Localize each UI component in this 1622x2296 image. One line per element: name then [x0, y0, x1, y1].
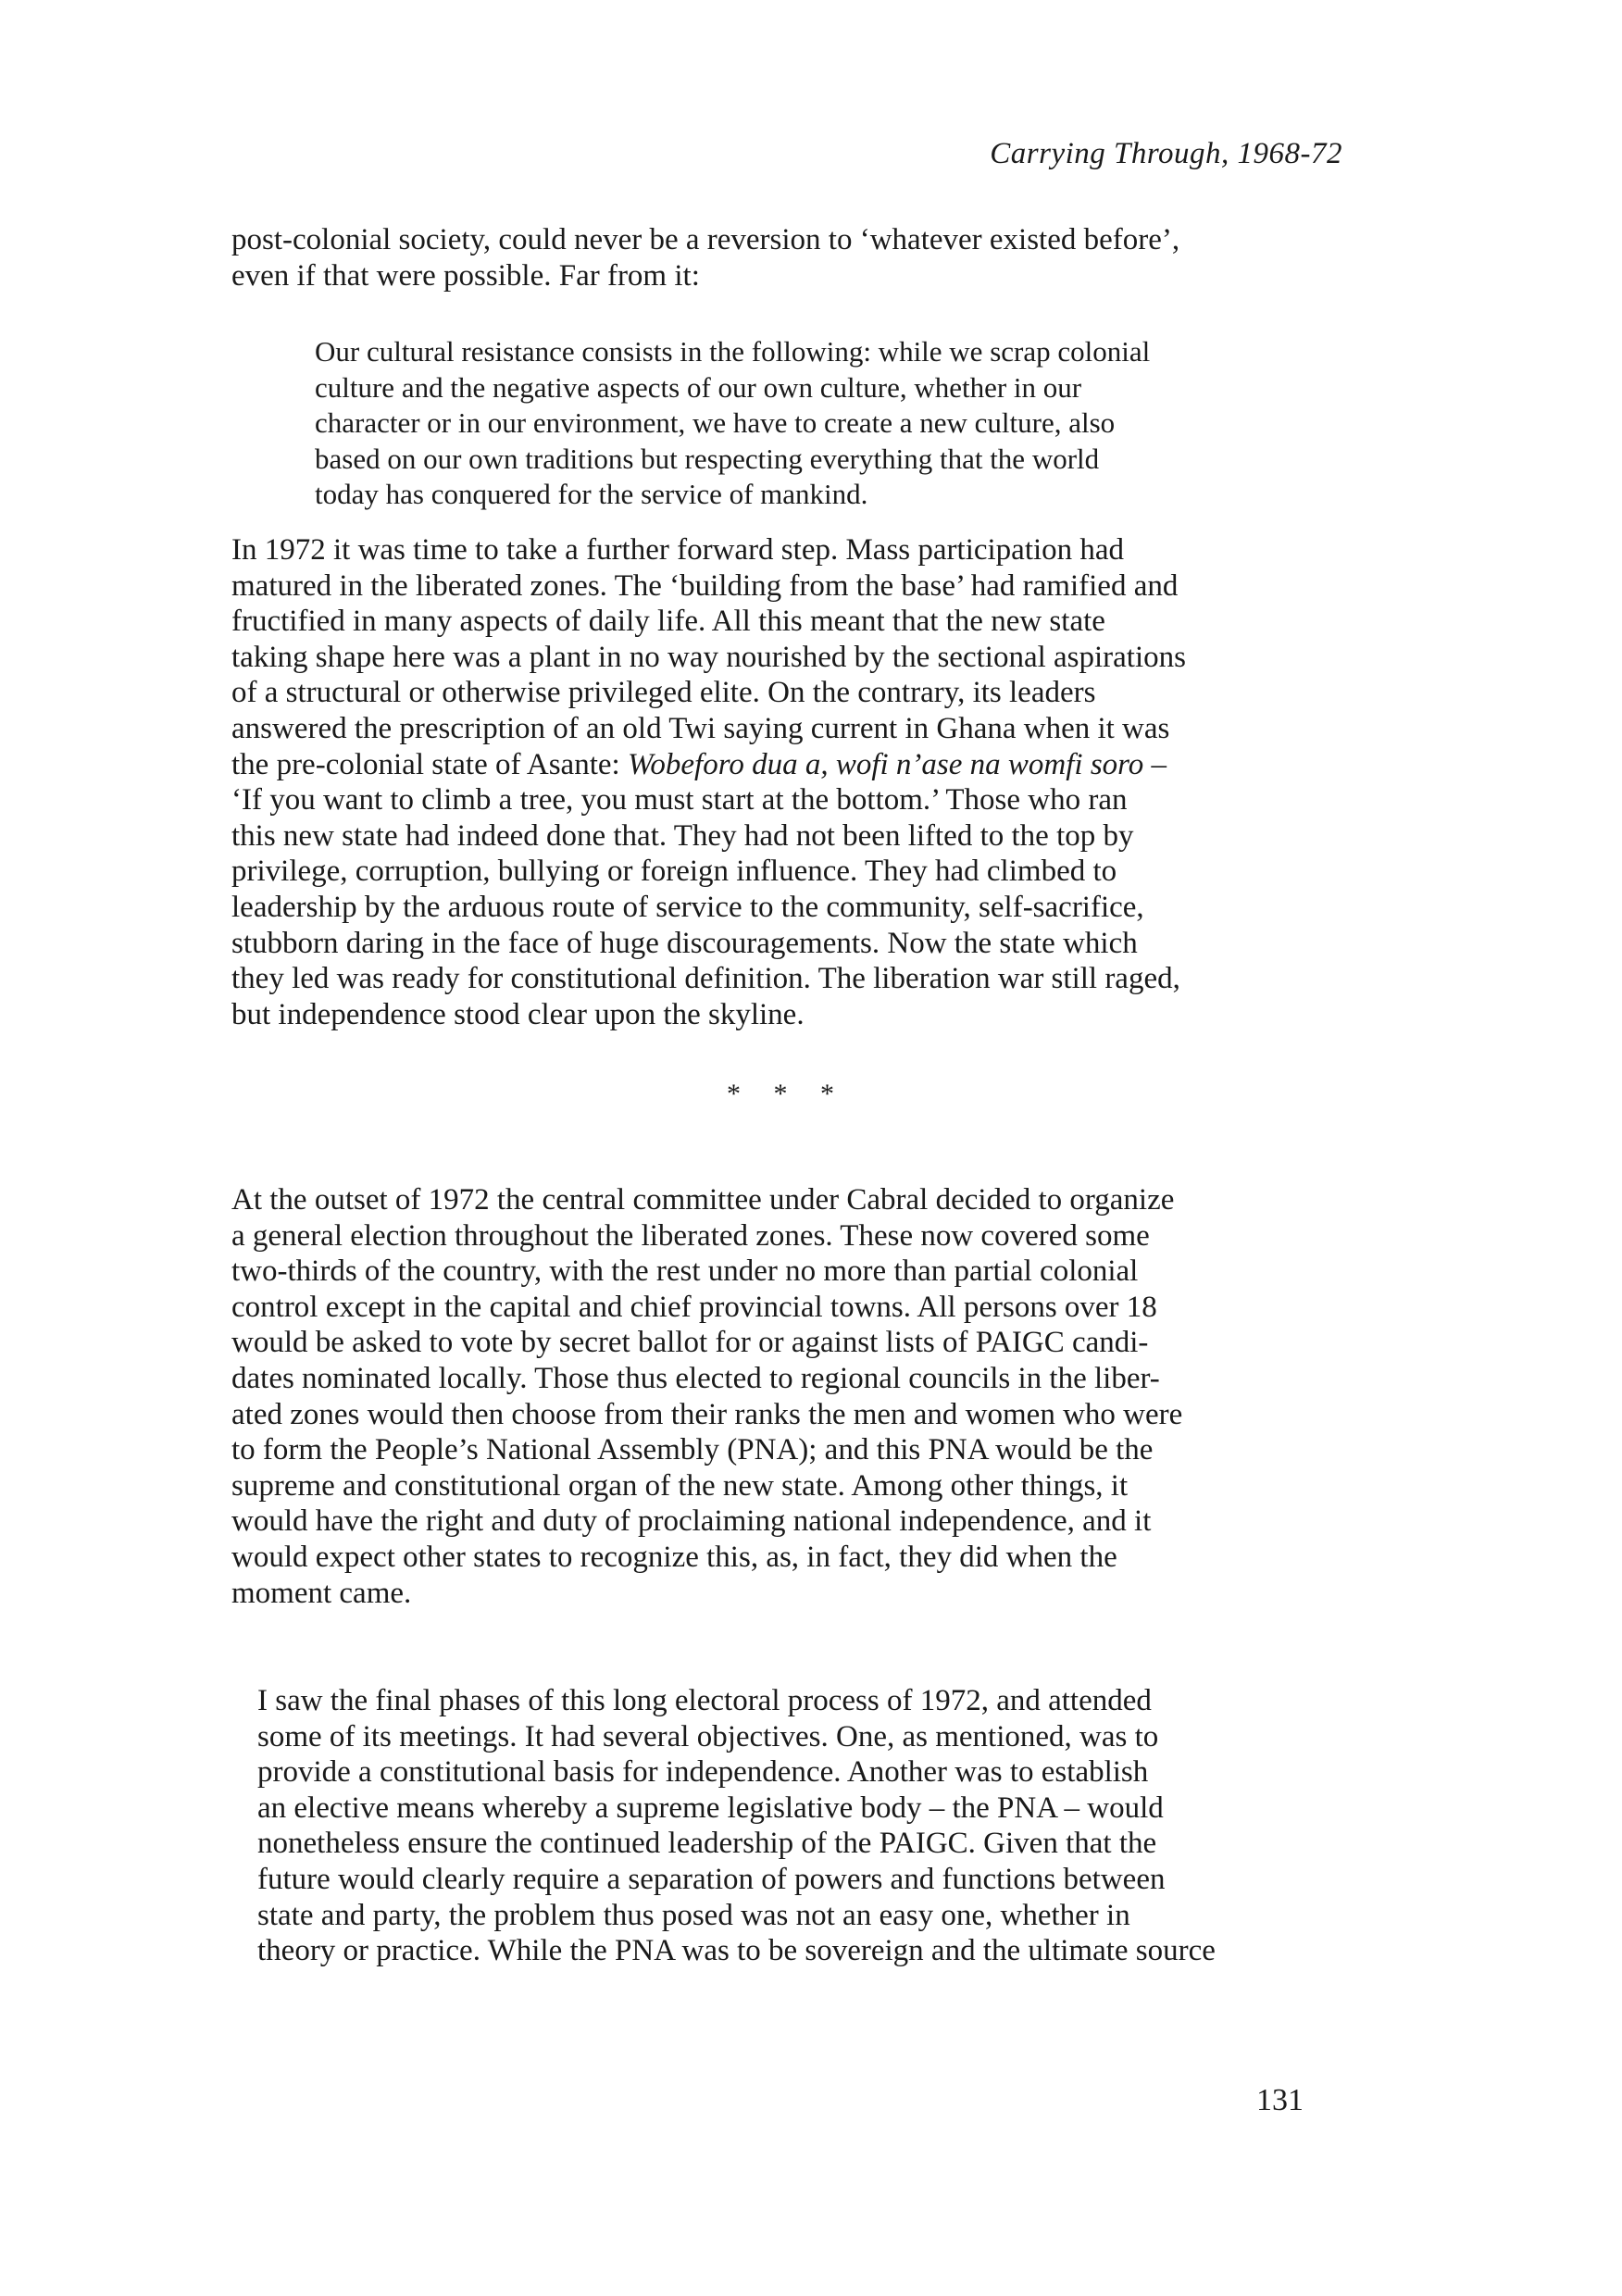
text-line: they led was ready for constitutional definition. The liberation war still raged,: [231, 962, 1180, 996]
text-line: taking shape here was a plant in no way nourished by the sectional aspirations: [231, 640, 1186, 674]
text-line: even if that were possible. Far from it:: [231, 258, 700, 293]
paragraph-lead: [231, 222, 1342, 293]
text-line: would be asked to vote by secret ballot for or against lists of PAIGC candi-: [231, 1326, 1149, 1360]
text-line: control except in the capital and chief provincial towns. All persons over 18: [231, 1290, 1157, 1324]
text-line: ‘If you want to climb a tree, you must start at the bottom.’ Those who ran: [231, 783, 1128, 817]
text-line: future would clearly require a separation of powers and functions between: [257, 1862, 1166, 1896]
text-line: provide a constitutional basis for independence. Another was to establish: [257, 1755, 1149, 1790]
text-line: stubborn daring in the face of huge discouragements. Now the state which: [231, 926, 1138, 960]
text-line: matured in the liberated zones. The ‘building from the base’ had ramified and: [231, 568, 1179, 603]
quote-line: culture and the negative aspects of our own culture, whether in our: [315, 370, 1082, 404]
text-line: this new state had indeed done that. They had not been lifted to the top by: [231, 818, 1134, 853]
quote-line: Our cultural resistance consists in the following: while we scrap colonial: [315, 335, 1151, 368]
text-line: theory or practice. While the PNA was to be sovereign and the ultimate source: [257, 1934, 1216, 1968]
text-line: nonetheless ensure the continued leadership of the PAIGC. Given that the: [257, 1827, 1157, 1861]
text-line: moment came.: [231, 1576, 412, 1610]
text-line: dates nominated locally. Those thus elected to regional councils in the liber-: [231, 1361, 1160, 1395]
text-line-with-twi-saying: [231, 747, 1342, 783]
text-line: At the outset of 1972 the central committee under Cabral decided to organize: [231, 1183, 1175, 1217]
quote-line: based on our own traditions but respecting everything that the world: [315, 442, 1100, 475]
text-fragment: –: [1143, 747, 1167, 781]
text-fragment: the pre-colonial state of Asante:: [231, 747, 628, 781]
text-line: but independence stood clear upon the skyline.: [231, 997, 805, 1031]
quote-line: today has conquered for the service of mankind.: [315, 478, 868, 511]
quote-line: character or in our environment, we have to create a new culture, also: [315, 406, 1116, 440]
text-line: I saw the final phases of this long electoral process of 1972, and attended: [257, 1684, 1152, 1717]
paragraph-electoral-process: [231, 1683, 1342, 1969]
text-line: would expect other states to recognize this, as, in fact, they did when the: [231, 1540, 1117, 1574]
text-line: of a structural or otherwise privileged elite. On the contrary, its leaders: [231, 676, 1096, 710]
text-line: answered the prescription of an old Twi saying current in Ghana when it was: [231, 711, 1170, 745]
text-line: would have the right and duty of proclaiming national independence, and it: [231, 1504, 1152, 1539]
page-number: 131: [1256, 2083, 1304, 2117]
text-line: privilege, corruption, bullying or foreign influence. They had climbed to: [231, 855, 1117, 889]
text-line: ated zones would then choose from their ranks the men and women who were: [231, 1397, 1183, 1431]
text-line: post-colonial society, could never be a reversion to ‘whatever existed before’,: [231, 223, 1180, 256]
text-line: to form the People’s National Assembly (PNA); and this PNA would be the: [231, 1433, 1154, 1467]
running-head: Carrying Through, 1968-72: [990, 137, 1342, 170]
text-line: some of its meetings. It had several objectives. One, as mentioned, was to: [257, 1719, 1159, 1753]
block-quote: [315, 334, 1342, 513]
text-line: an elective means whereby a supreme legislative body – the PNA – would: [257, 1791, 1164, 1825]
text-line: leadership by the arduous route of service to the community, self-sacrifice,: [231, 890, 1144, 924]
text-line: state and party, the problem thus posed was not an easy one, whether in: [257, 1898, 1130, 1932]
text-line: fructified in many aspects of daily life. All this meant that the new state: [231, 605, 1105, 639]
text-line: supreme and constitutional organ of the new state. Among other things, it: [231, 1468, 1129, 1503]
paragraph-1972: [231, 532, 1342, 1032]
text-line: a general election throughout the liberated zones. These now covered some: [231, 1218, 1150, 1253]
text-line: In 1972 it was time to take a further forward step. Mass participation had: [231, 533, 1125, 567]
paragraph-outset: [231, 1182, 1342, 1611]
section-separator: * * *: [727, 1079, 847, 1109]
text-line: two-thirds of the country, with the rest under no more than partial colonial: [231, 1254, 1139, 1289]
twi-saying: Wobeforo dua a, wofi n’ase na womfi soro: [627, 747, 1144, 781]
